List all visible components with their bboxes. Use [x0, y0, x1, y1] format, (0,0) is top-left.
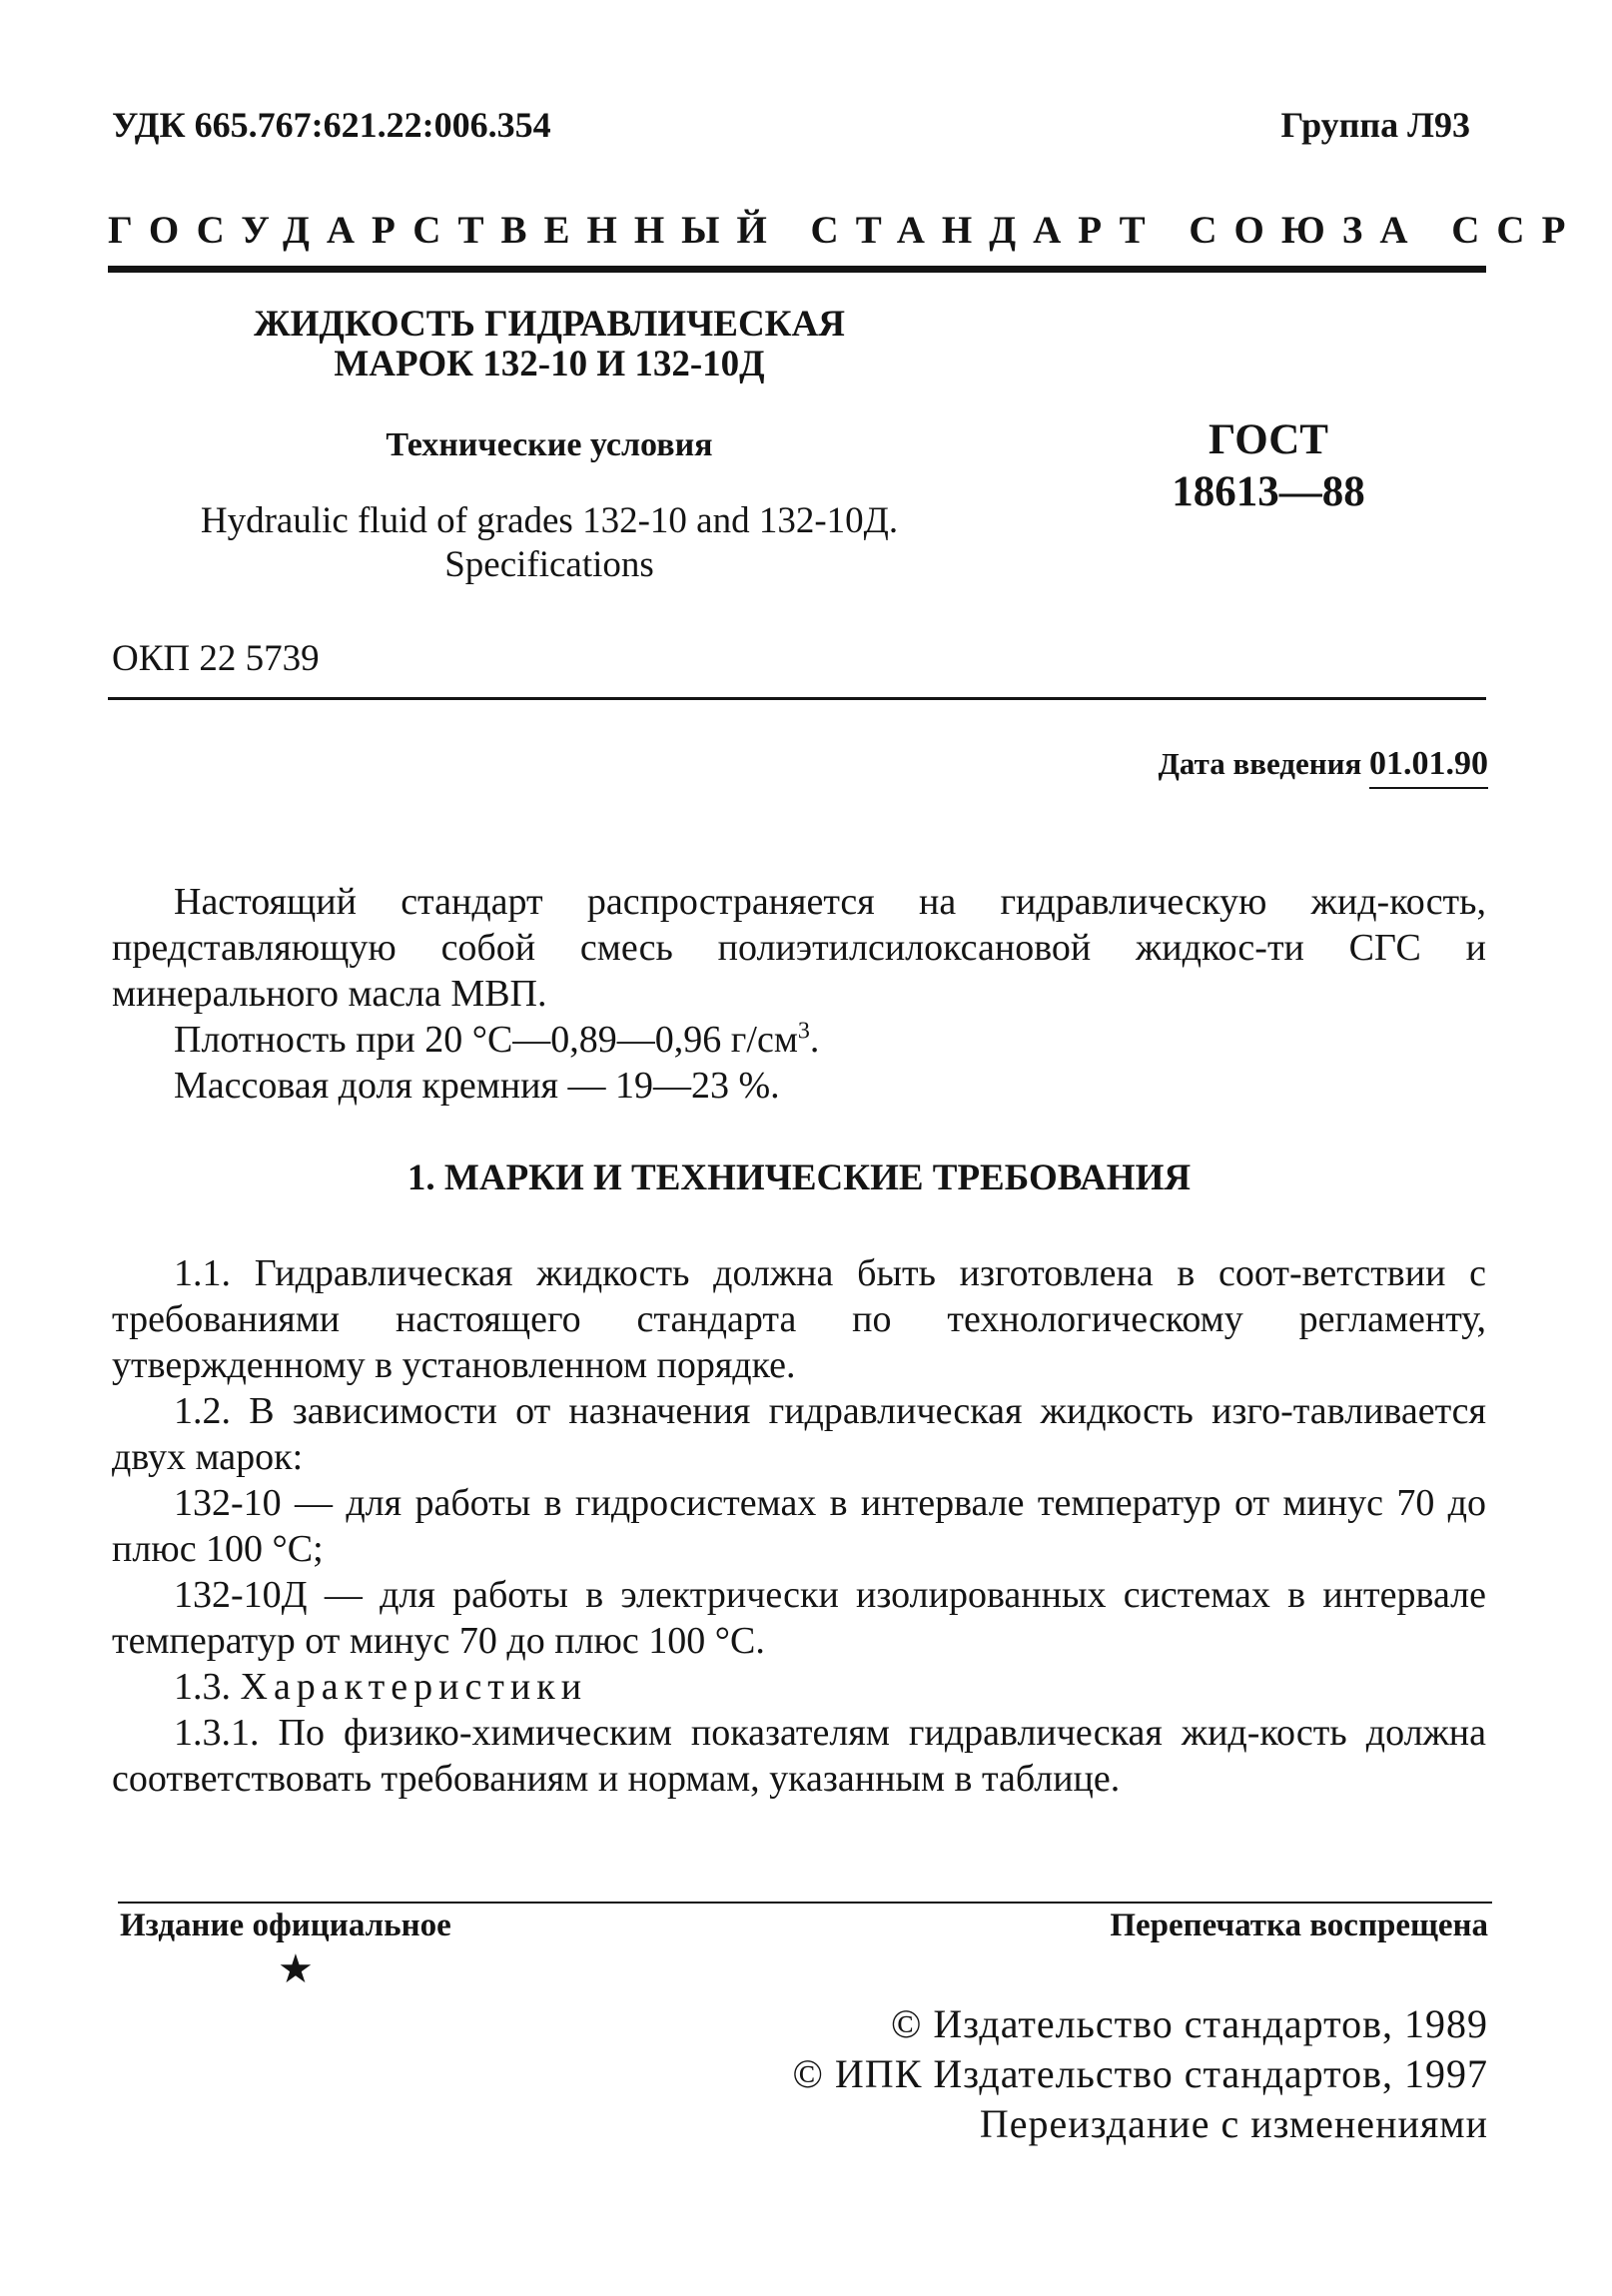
group-code: Группа Л93	[1280, 105, 1470, 145]
grade-132-10: 132-10 — для работы в гидросистемах в интервале температур от минус 70 до плюс 100 °С;	[112, 1482, 1486, 1570]
standard-title: ГОСУДАРСТВЕННЫЙ СТАНДАРТ СОЮЗА ССР	[108, 209, 1583, 252]
english-title-line-1: Hydraulic fluid of grades 132-10 and 132-10Д.	[200, 500, 899, 541]
udk-code: УДК 665.767:621.22:006.354	[112, 105, 551, 145]
paragraph-1-3	[112, 1664, 1486, 1710]
density-text: Плотность при 20 °С—0,89—0,96 г/см	[174, 1019, 798, 1061]
introduction-date-label: Дата введения	[1158, 746, 1362, 781]
gost-label: ГОСТ	[1209, 416, 1328, 463]
copyright-1997: © ИПК Издательство стандартов, 1997	[792, 2051, 1488, 2096]
paragraph-1-3-title: Характеристики	[240, 1666, 588, 1708]
english-title	[150, 499, 949, 587]
official-edition-label: Издание официальное	[120, 1908, 451, 1943]
scope-paragraph: Настоящий стандарт распространяется на гидравлическую жид-кость, представляющую собой смесь полиэтилсилоксановой жидкос-ти СГС и минерального масла МВП.	[112, 881, 1486, 1015]
grade-132-10d: 132-10Д — для работы в электрически изолированных системах в интервале температур от минус 70 до плюс 100 °С.	[112, 1574, 1486, 1662]
density-paragraph	[112, 1017, 1486, 1063]
english-title-line-2: Specifications	[444, 544, 654, 585]
paragraph-1-3-1: 1.3.1. По физико-химическим показателям гидравлическая жид-кость должна соответствовать требованиям и нормам, указанным в таблице.	[112, 1712, 1486, 1800]
star-icon: ★	[278, 1946, 314, 1991]
title-line-1: ЖИДКОСТЬ ГИДРАВЛИЧЕСКАЯ	[254, 304, 845, 345]
okp-code: ОКП 22 5739	[112, 638, 320, 679]
reprint-prohibited-label: Перепечатка воспрещена	[1110, 1908, 1488, 1943]
introduction-date-value: 01.01.90	[1369, 745, 1488, 789]
introduction-date	[1159, 745, 1488, 789]
gost-number: 18613—88	[1172, 468, 1365, 515]
section-rule	[108, 697, 1486, 700]
density-end: .	[809, 1019, 820, 1061]
paragraph-1-3-number: 1.3.	[174, 1666, 231, 1708]
section-1-body	[112, 1250, 1486, 1802]
intro-text	[112, 879, 1486, 1109]
title-line-2: МАРОК 132-10 И 132-10Д	[334, 344, 765, 384]
document-title	[200, 305, 899, 384]
paragraph-1-1: 1.1. Гидравлическая жидкость должна быть изготовлена в соот-ветствии с требованиями настоящего стандарта по технологическому регламенту, утвержденному в установленном порядке.	[112, 1252, 1486, 1386]
silicon-paragraph: Массовая доля кремния — 19—23 %.	[174, 1065, 780, 1107]
footer-rule	[118, 1902, 1492, 1904]
section-1-heading: 1. МАРКИ И ТЕХНИЧЕСКИЕ ТРЕБОВАНИЯ	[406, 1157, 1192, 1198]
density-superscript: 3	[797, 1018, 810, 1045]
header-rule	[108, 266, 1486, 273]
copyright-block	[793, 1999, 1488, 2149]
paragraph-1-2: 1.2. В зависимости от назначения гидравлическая жидкость изго-тавливается двух марок:	[112, 1390, 1486, 1478]
gost-designation	[1129, 414, 1408, 518]
copyright-1989: © Издательство стандартов, 1989	[890, 2001, 1488, 2046]
document-subtitle: Технические условия	[386, 426, 713, 463]
reissue-note: Переиздание с изменениями	[979, 2101, 1488, 2146]
